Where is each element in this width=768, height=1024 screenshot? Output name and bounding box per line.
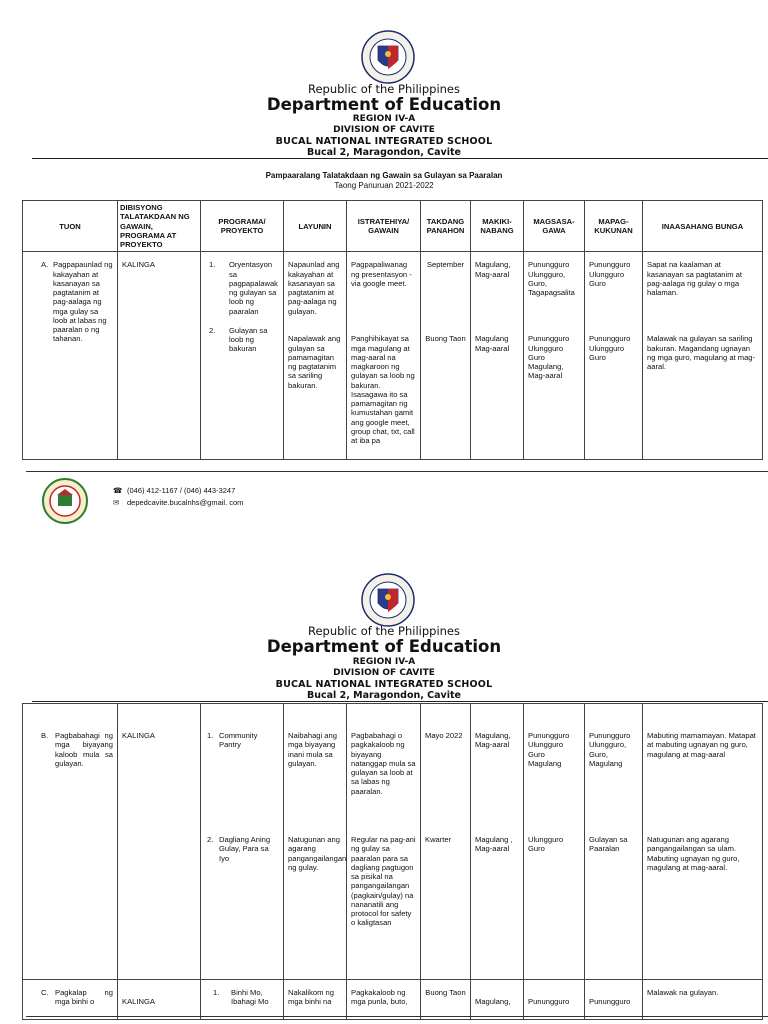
school-address: Bucal 2, Maragondon, Cavite bbox=[306, 147, 461, 158]
panahon-cell bbox=[421, 252, 471, 460]
footer-divider bbox=[26, 1016, 768, 1017]
column-header: TUON bbox=[23, 201, 118, 252]
magsasagawa-cell bbox=[524, 252, 585, 460]
bunga-text: Malawak na gulayan sa sariling bakuran. Magandang ugnayan ng mga guro, magulang at mag-aaral. bbox=[647, 334, 756, 371]
panahon-text: Mayo 2022 bbox=[425, 731, 463, 740]
division-label: DIVISION OF CAVITE bbox=[333, 668, 435, 678]
republic-label: Republic of the Philippines bbox=[307, 82, 461, 96]
layunin-text: Napaunlad ang kakayahan at kasanayan sa pagtatanim at pag-aalaga ng gulayan. bbox=[288, 260, 340, 316]
magsasagawa-text: Ulungguro Guro bbox=[528, 835, 564, 854]
item-number: 1. bbox=[213, 988, 220, 997]
column-header: ISTRATEHIYA/ GAWAIN bbox=[347, 201, 421, 252]
mapagkukunan-text: Punungguro Ulungguro, Guro, Magulang bbox=[589, 731, 631, 768]
column-header: MAPAG-KUKUNAN bbox=[585, 201, 643, 252]
tuon-letter: C. bbox=[41, 988, 49, 997]
item-number: 2. bbox=[209, 325, 216, 335]
programa-text: Dagliang Aning Gulay, Para sa Iyo bbox=[219, 835, 271, 863]
magsasagawa-text: Punungguro Ulungguro Guro Magulang, Mag-aaral bbox=[528, 334, 570, 381]
istratehiya-text: Panghihikayat sa mga magulang at mag-aaral na magkaroon ng gulayan sa loob ng bakuran. Isasagawa ito sa pamamagitan ng kumustahan gamit ang google meet, group chat, txt, call at iba pa bbox=[351, 334, 415, 445]
column-header: MAGSASA-GAWA bbox=[524, 201, 585, 252]
region-label: REGION IV-A bbox=[352, 657, 416, 667]
mapagkukunan-cell bbox=[585, 252, 643, 460]
tuon-cell bbox=[23, 252, 118, 460]
makikinabang-text: Magulang, Mag-aaral bbox=[475, 731, 511, 750]
layunin-cell bbox=[284, 252, 347, 460]
panahon-cell bbox=[421, 704, 471, 980]
document-title: Pampaaralang Talatakdaan ng Gawain sa Gulayan sa Paaralan bbox=[265, 171, 503, 180]
mapagkukunan-text: Punungguro Ulungguro Guro bbox=[589, 260, 631, 288]
department-title: Department of Education bbox=[266, 95, 502, 114]
deped-seal-icon bbox=[361, 573, 415, 627]
republic-label: Republic of the Philippines bbox=[307, 624, 461, 638]
activity-plan-table-page1 bbox=[22, 200, 763, 460]
bunga-text: Mabuting mamamayan. Matapat at mabuting ugnayan ng guro, magulang at mag-aaral bbox=[647, 731, 756, 759]
column-header: TAKDANG PANAHON bbox=[421, 201, 471, 252]
makikinabang-text: Magulang , Mag-aaral bbox=[475, 835, 513, 854]
programa-text: Oryentasyon sa pagpapalawak ng gulayan sa loob ng paaralan bbox=[229, 260, 278, 316]
email-contact bbox=[113, 498, 243, 507]
region-label: REGION IV-A bbox=[352, 114, 416, 124]
column-header: DIBISYONG TALATAKDAAN NG GAWAIN, PROGRAMA AT PROYEKTO bbox=[118, 201, 201, 252]
email-address: depedcavite.bucalnhs@gmail. com bbox=[127, 498, 244, 507]
mapagkukunan-cell bbox=[585, 704, 643, 980]
mapagkukunan-cell: Punungguro bbox=[585, 980, 643, 1020]
tuon-text: Pagpapaunlad ng kakayahan at kasanayan sa pagtatanim at pag-aalaga ng mga gulay sa loob at labas ng paaralan o ng tahanan. bbox=[53, 260, 113, 344]
envelope-icon: ✉ bbox=[113, 498, 120, 507]
school-name: BUCAL NATIONAL INTEGRATED SCHOOL bbox=[275, 136, 493, 147]
tuon-letter: B. bbox=[41, 731, 49, 740]
layunin-cell: Nakalikom ng mga binhi na bbox=[284, 980, 347, 1020]
activity-plan-table-page2 bbox=[22, 703, 763, 1020]
dibisyon-cell: KALINGA bbox=[118, 704, 201, 980]
istratehiya-cell bbox=[347, 252, 421, 460]
mapagkukunan-text: Gulayan sa Paaralan bbox=[589, 835, 628, 854]
programa-text: Gulayan sa loob ng bakuran bbox=[229, 325, 268, 354]
header-divider bbox=[32, 701, 768, 702]
makikinabang-cell bbox=[471, 252, 524, 460]
istratehiya-text: Regular na pag-ani ng gulay sa paaralan para sa dagliang pagtugon sa pisikal na pangangailangan (pagkain/gulay) na nananatili ang protocol for safety o kaligtasan bbox=[351, 835, 416, 928]
layunin-text: Natugunan ang agarang pangangailangan ng gulay. bbox=[288, 835, 347, 872]
footer-divider bbox=[26, 471, 768, 472]
table-row bbox=[23, 252, 763, 460]
istratehiya-text: Pagpapaliwanag ng presentasyon -via google meet. bbox=[351, 260, 412, 288]
header-divider bbox=[32, 158, 768, 159]
bunga-text: Sapat na kaalaman at kasanayan sa pagtatanim at pag-aalaga ng gulay o mga halaman. bbox=[647, 260, 742, 297]
magsasagawa-cell: Punungguro bbox=[524, 980, 585, 1020]
school-logo-icon bbox=[42, 478, 88, 524]
item-number: 1. bbox=[209, 260, 216, 270]
dibisyon-cell: KALINGA bbox=[118, 980, 201, 1020]
bunga-cell bbox=[643, 252, 763, 460]
tuon-cell bbox=[23, 704, 118, 980]
table-header-row bbox=[23, 201, 763, 252]
panahon-text: Kwarter bbox=[425, 835, 452, 844]
programa-text: Community Pantry bbox=[219, 731, 258, 750]
panahon-cell: Buong Taon bbox=[421, 980, 471, 1020]
table-row bbox=[23, 980, 763, 1020]
department-title: Department of Education bbox=[266, 637, 502, 656]
makikinabang-cell: Magulang, bbox=[471, 980, 524, 1020]
mapagkukunan-text: Punungguro Ulungguro Guro bbox=[589, 334, 631, 362]
layunin-text: Naibahagi ang mga biyayang inani mula sa gulayan. bbox=[288, 731, 337, 768]
telephone-icon: ☎ bbox=[113, 486, 123, 495]
programa-cell bbox=[201, 252, 284, 460]
makikinabang-text: Magulang Mag-aaral bbox=[475, 334, 510, 353]
dibisyon-cell: KALINGA bbox=[118, 252, 201, 460]
magsasagawa-text: Punungguro Ulungguro Guro Magulang bbox=[528, 731, 570, 768]
panahon-text: Buong Taon bbox=[425, 334, 466, 344]
istratehiya-text: Pagbabahagi o pagkakaloob ng biyayang natanggap mula sa gulayan sa loob at sa labas ng paaralan. bbox=[351, 731, 416, 796]
layunin-cell bbox=[284, 704, 347, 980]
bunga-cell bbox=[643, 704, 763, 980]
column-header: INAASAHANG BUNGA bbox=[643, 201, 763, 252]
tuon-text: Pagbabahagi ng mga biyayang kaloob mula sa gulayan. bbox=[55, 731, 113, 768]
tuon-text: Pagkalap ng mga binhi o bbox=[55, 988, 113, 1007]
school-year: Taong Panuruan 2021-2022 bbox=[334, 181, 434, 190]
magsasagawa-cell bbox=[524, 704, 585, 980]
makikinabang-cell bbox=[471, 704, 524, 980]
makikinabang-text: Magulang, Mag-aaral bbox=[475, 260, 511, 279]
column-header: PROGRAMA/ PROYEKTO bbox=[201, 201, 284, 252]
panahon-text: September bbox=[426, 260, 465, 270]
item-number: 2. bbox=[207, 835, 214, 844]
phone-contact bbox=[113, 486, 235, 495]
column-header: MAKIKI-NABANG bbox=[471, 201, 524, 252]
division-label: DIVISION OF CAVITE bbox=[333, 125, 435, 135]
phone-number: (046) 412-1167 / (046) 443-3247 bbox=[127, 486, 236, 495]
school-address: Bucal 2, Maragondon, Cavite bbox=[306, 690, 461, 701]
item-number: 1. bbox=[207, 731, 214, 740]
istratehiya-cell: Pagkakaloob ng mga punla, buto, bbox=[347, 980, 421, 1020]
istratehiya-cell bbox=[347, 704, 421, 980]
school-name: BUCAL NATIONAL INTEGRATED SCHOOL bbox=[275, 679, 493, 690]
programa-cell bbox=[201, 704, 284, 980]
magsasagawa-text: Punungguro Ulungguro, Guro, Tagapagsalita bbox=[528, 260, 575, 297]
programa-text: Binhi Mo, Ibahagi Mo bbox=[231, 988, 269, 1007]
layunin-text: Napalawak ang gulayan sa pamamagitan ng pagtatanim sa sariling bakuran. bbox=[288, 334, 341, 390]
programa-cell bbox=[201, 980, 284, 1020]
column-header: LAYUNIN bbox=[284, 201, 347, 252]
tuon-cell bbox=[23, 980, 118, 1020]
deped-seal-icon bbox=[361, 30, 415, 84]
bunga-text: Natugunan ang agarang pangangailangan sa ulam. Mabuting ugnayan ng guro, magulang at mag-aaral. bbox=[647, 835, 740, 872]
tuon-letter: A. bbox=[41, 260, 49, 270]
table-row bbox=[23, 704, 763, 980]
bunga-cell: Malawak na gulayan. bbox=[643, 980, 763, 1020]
